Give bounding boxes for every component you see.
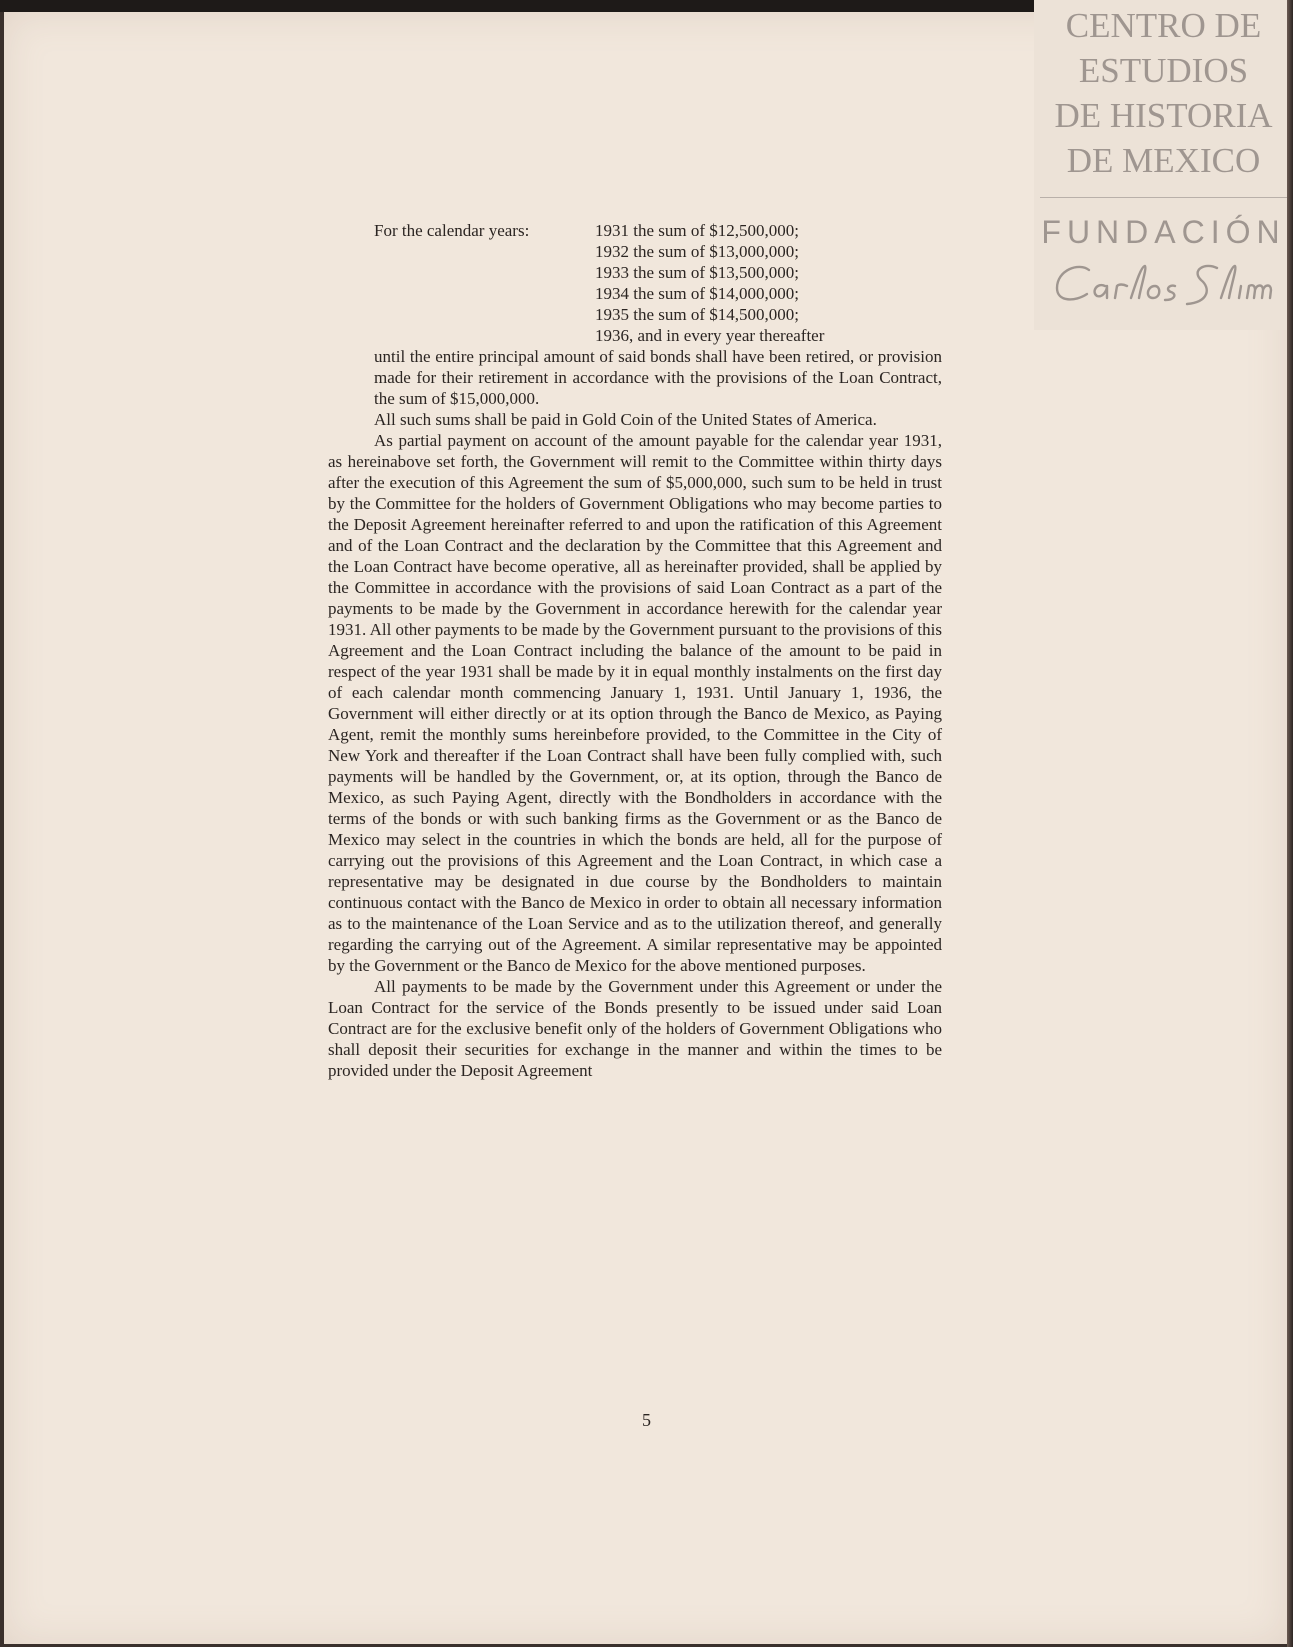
archive-watermark bbox=[1034, 0, 1293, 330]
schedule-row bbox=[328, 304, 942, 325]
watermark-line-2: ESTUDIOS bbox=[1078, 51, 1249, 90]
schedule-year-1932: 1932 the sum of $13,000,000; bbox=[595, 242, 799, 261]
watermark-line-3: DE HISTORIA bbox=[1054, 96, 1273, 135]
schedule-year-1931: 1931 the sum of $12,500,000; bbox=[595, 221, 799, 240]
schedule-row bbox=[328, 283, 942, 304]
paragraph-partial-payment: As partial payment on account of the amount payable for the calendar year 1931, as hereinabove set forth, the Government will remit to the Committee within thirty days after the execution of this Agreement the sum of $5,000,000, such sum to be held in trust by the Committee for the holders of Government Obligations who may become parties to the Deposit Agreement hereinafter referred to and upon the ratification of this Agreement and of the Loan Contract and the declaration by the Committee that this Agreement and the Loan Contract have become operative, all as hereinafter provided, shall be applied by the Committee in accordance with the provisions of said Loan Contract as a part of the payments to be made by the Government in accordance herewith for the calendar year 1931. All other payments to be made by the Government pursuant to the provisions of this Agreement and the Loan Contract including the balance of the amount to be paid in respect of the year 1931 shall be made by it in equal monthly instalments on the first day of each calendar month commencing January 1, 1931. Until January 1, 1936, the Government will either directly or at its option through the Banco de Mexico, as Paying Agent, remit the monthly sums hereinbefore provided, to the Committee in the City of New York and thereafter if the Loan Contract shall have been fully complied with, such payments will be handled by the Government, or, at its option, through the Banco de Mexico, as such Paying Agent, directly with the Bondholders in accordance with the terms of the bonds or with such banking firms as the Government or as the Banco de Mexico may select in the countries in which the bonds are held, all for the purpose of carrying out the provisions of this Agreement and the Loan Contract, in which case a representative may be designated in due course by the Bondholders to maintain continuous contact with the Banco de Mexico in order to obtain all necessary information as to the maintenance of the Loan Service and as to the utilization thereof, and generally regarding the carrying out of the Agreement. A similar representative may be appointed by the Government or the Banco de Mexico for the above mentioned purposes. bbox=[328, 431, 942, 975]
payment-schedule bbox=[328, 220, 942, 409]
schedule-row bbox=[328, 325, 942, 346]
watermark-line-4: DE MEXICO bbox=[1066, 141, 1261, 180]
paragraph-gold-coin: All such sums shall be paid in Gold Coin of the United States of America. bbox=[374, 410, 877, 429]
schedule-year-1935: 1935 the sum of $14,500,000; bbox=[595, 305, 799, 324]
paragraph-exclusive-benefit: All payments to be made by the Government under this Agreement or under the Loan Contract for the service of the Bonds presently to be issued under said Loan Contract are for the exclusive benefit only of the holders of Government Obligations who shall deposit their securities for exchange in the manner and within the times to be provided under the Deposit Agreement bbox=[328, 977, 942, 1080]
signature-logo-icon bbox=[1049, 256, 1279, 312]
page-number: 5 bbox=[642, 1410, 651, 1430]
watermark-foundation: FUNDACIÓN bbox=[1041, 214, 1286, 250]
schedule-year-1936: 1936, and in every year thereafter bbox=[595, 326, 825, 345]
schedule-row bbox=[328, 220, 942, 241]
watermark-divider bbox=[1040, 197, 1287, 198]
schedule-year-1933: 1933 the sum of $13,500,000; bbox=[595, 263, 799, 282]
schedule-row bbox=[328, 262, 942, 283]
schedule-year-1934: 1934 the sum of $14,000,000; bbox=[595, 284, 799, 303]
schedule-row bbox=[328, 241, 942, 262]
watermark-line-1: CENTRO DE bbox=[1065, 6, 1262, 45]
schedule-lead: For the calendar years: bbox=[374, 221, 530, 240]
scan-right-border bbox=[1287, 0, 1293, 1647]
document-body bbox=[328, 220, 942, 1081]
schedule-continuation: until the entire principal amount of said bonds shall have been retired, or provision made for their retirement in accordance with the provisions of the Loan Contract, the sum of $15,000,000. bbox=[374, 347, 942, 408]
